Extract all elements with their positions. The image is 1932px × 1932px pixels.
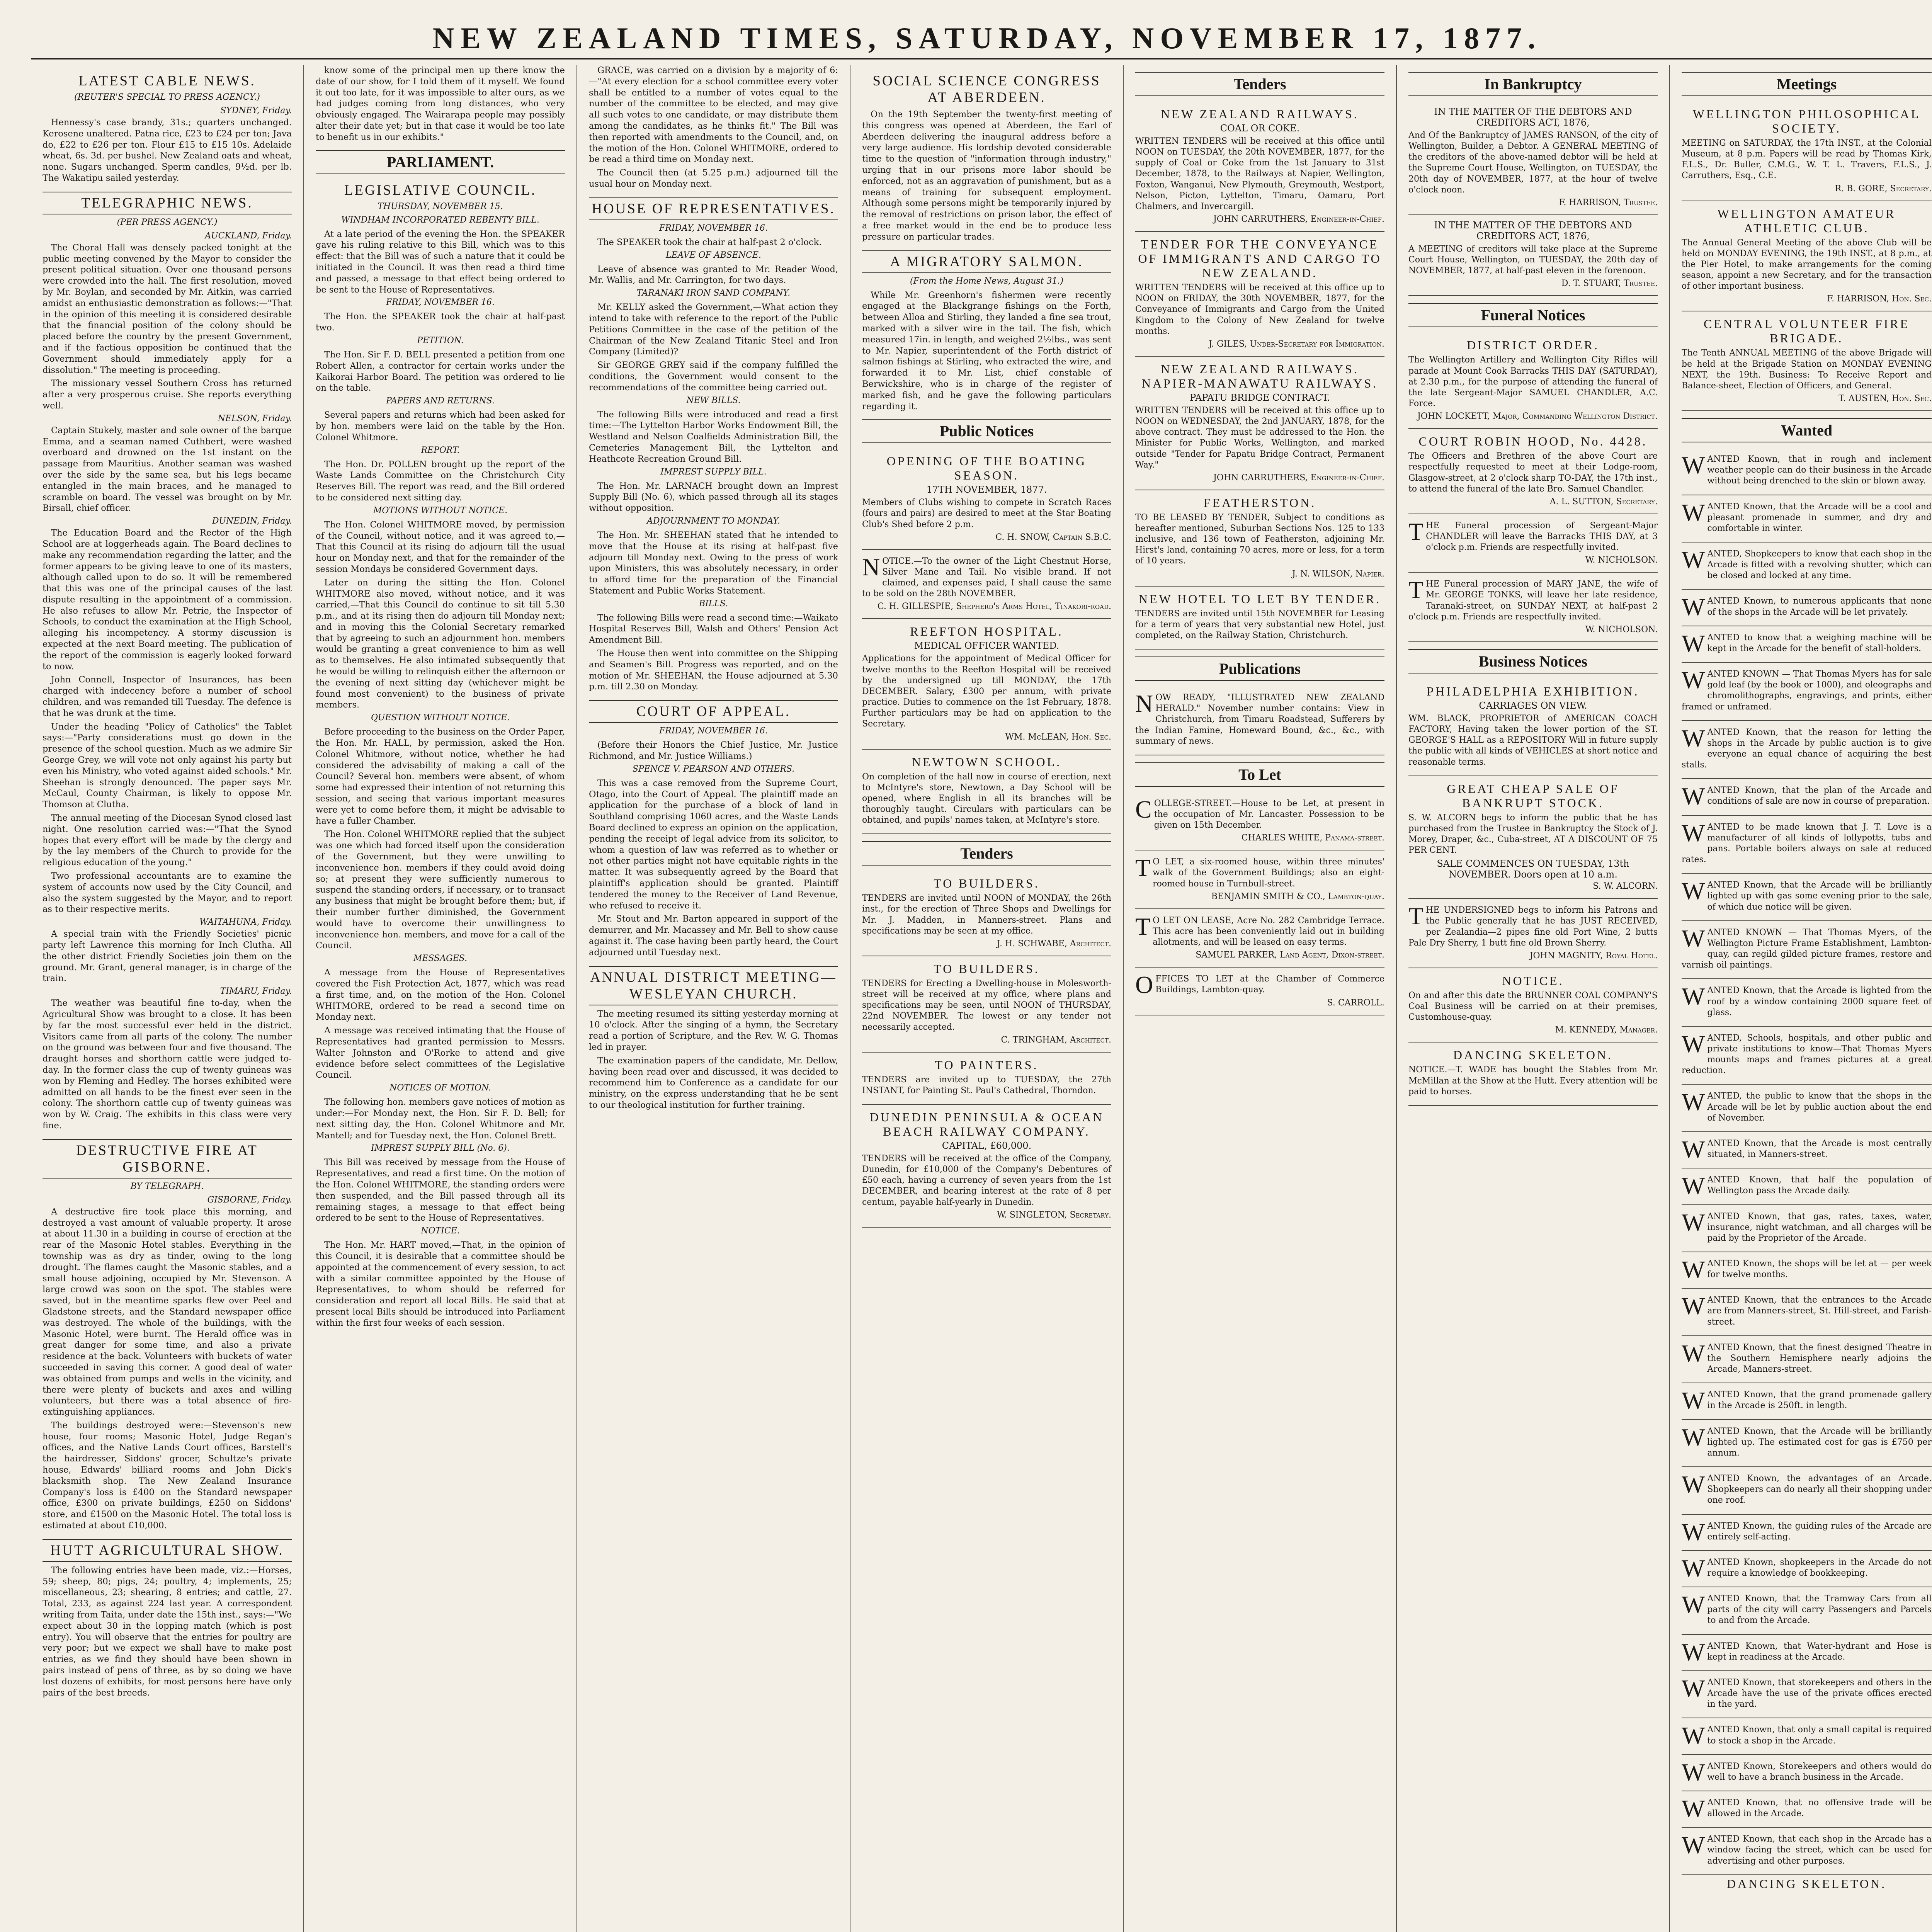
builders-ad — [862, 871, 1111, 956]
wanted-item-text: WANTED Known, that the Tramway Cars from all parts of the city will carry Passengers and Parcels to and from the Arcade. — [1682, 1591, 1932, 1626]
wine-ad — [1408, 899, 1658, 968]
bankrupt-sale-commences: SALE COMMENCES ON TUESDAY, 13th NOVEMBER. Doors open at 10 a.m. — [1437, 858, 1629, 880]
builders-2-title: TO BUILDERS. — [934, 961, 1040, 976]
new-bills-head: NEW BILLS. — [686, 395, 741, 405]
house-date: FRIDAY, NOVEMBER 16. — [659, 223, 768, 233]
painters-ad — [862, 1053, 1111, 1105]
auckland-dateline: AUCKLAND, Friday. — [205, 231, 292, 241]
bankruptcy-1-sign: F. HARRISON, Trustee. — [1559, 197, 1658, 207]
new-bills-body: The following Bills were introduced and read a first time:—The Lyttelton Harbor Works Endowment Bill, the Westland and Nelson Coalfields Administration Bill, the Cemeteries Management Bill, the Lyttelton and Heathcote Recreation Ground Bill. — [589, 409, 838, 464]
taranaki-body: Mr. KELLY asked the Government,—What action they intend to take with reference to the report of the Public Petitions Committee in the case of the petition of the Chairman of the New Zealand Titanic Steel and Iron Company (Limited)? — [589, 302, 838, 357]
napier-body: WRITTEN TENDERS will be received at this office up to NOON on WEDNESDAY, the 2nd JANUARY, 1878, for the above contract. They must be addressed to the Hon. the Minister for Public Works, Wellington, and marked outside "Tender for Papatu Bridge Contract, Permanent Way." — [1135, 405, 1384, 470]
wanted-item-text: WANTED, Schools, hospitals, and other public and private institutions to know—That Thomas Myers mounts maps and frames pictures at a great reduction. — [1682, 1030, 1932, 1076]
friday-body: The Hon. the SPEAKER took the chair at half-past two. — [316, 311, 565, 333]
bankruptcy-1-ad — [1408, 102, 1658, 215]
herald-body: NOW READY, "ILLUSTRATED NEW ZEALAND HERALD." November number contains: View in Christchurch, from Timaru Roadstead, Sufferers by the Indian Famine, Homeward Bound, &c., &c., with summary of news. — [1135, 690, 1384, 746]
dunedin-railway-body: TENDERS will be received at the office of the Company, Dunedin, for £10,000 of the Company's Debentures of £50 each, having a currency of seven years from the 1st DECEMBER, and bearing interest at the rate of 8 per centum, payable half-yearly in Dunedin. — [862, 1154, 1111, 1207]
let-4-sign: S. CARROLL. — [1327, 998, 1384, 1008]
builders-2-sign: C. TRINGHAM, Architect. — [1001, 1035, 1111, 1045]
salmon-body: While Mr. Greenhorn's fishermen were recently engaged at the Blackgrange fishings on the Forth, between Alloa and Stirling, they landed a fine sea trout, marked with a silver wire in the tail. The fish, which measured 17in. in length, and weighed 2½lbs., was sent to Mr. Napier, superintendent of the Forth district of salmon fishings at Stirling, who extracted the wire, and forwarded it to Mr. List, chief constable of Berwickshire, who is in charge of the register of marked fish, and he gave the following particulars regarding it. — [862, 290, 1111, 412]
builders-2-body: TENDERS for Erecting a Dwelling-house in Molesworth-street will be received at my office, where plans and specifications may be seen, until NOON of THURSDAY, 22nd NOVEMBER. The lowest or any tender not necessarily accepted. — [862, 978, 1111, 1032]
notice-body: The Hon. Mr. HART moved,—That, in the opinion of this Council, it is desirable that a committee should be appointed at the commencement of every session, to act with a similar committee appointed by the House of Representatives, to whom should be referred for consideration and report all local Bills. He said that at present local Bills should be introduced into Parliament within the first four weeks of each session. — [316, 1240, 565, 1328]
social-body: On the 19th September the twenty-first meeting of this congress was opened at Aberdeen, the Earl of Aberdeen delivering the inaugural address before a very large audience. His lordship devoted considerable time to the question of "information through industry," urging that in our prisons more labor should be enforced, not as an aggravation of punishment, but as a means of training for subsequent employment. Although some persons might be temporarily injured by the removal of restrictions on prison labor, the effect of a free market would in the end be to produce less pressure on particular trades. — [862, 109, 1111, 242]
coal-notice-ad — [1408, 968, 1658, 1043]
coal-notice-sign: M. KENNEDY, Manager. — [1555, 1025, 1658, 1035]
report-head: REPORT. — [421, 445, 460, 455]
papers-body: Several papers and returns which had been asked for by hon. members were laid on the table by the Hon. Colonel Whitmore. — [316, 410, 565, 442]
adjourn-body: The Hon. Mr. SHEEHAN stated that he intended to move that the House at its rising at half-past five adjourn till Monday next. Owing to the press of work upon Ministers, this was absolutely necessary, in order to afford time for the preparation of the Financial Statement and Public Works Statement. — [589, 530, 838, 596]
philadelphia-title: PHILADELPHIA EXHIBITION. — [1427, 684, 1639, 698]
let-3-body: TO LET ON LEASE, Acre No. 282 Cambridge Terrace. This acre has been conveniently laid out in building allotments, and will be leased on easy terms. — [1135, 912, 1384, 947]
wanted-item — [1682, 1132, 1932, 1168]
wanted-item-text: WANTED Known, the shops will be let at — per week for twelve months. — [1682, 1256, 1932, 1283]
column-2 — [304, 65, 577, 1932]
bankrupt-sale-title: GREAT CHEAP SALE OF BANKRUPT STOCK. — [1447, 781, 1619, 810]
hotel-body: TENDERS are invited until 15th NOVEMBER for Leasing for a term of years that very substantial new Hotel, just completed, on the Railway Station, Christchurch. — [1135, 609, 1384, 640]
wanted-item-text: WANTED Known, that the grand promenade gallery in the Arcade is 250ft. in length. — [1682, 1387, 1932, 1415]
wanted-item-text: WANTED, Shopkeepers to know that each shop in the Arcade is fitted with a revolving shutter, which can be closed and locked at any time. — [1682, 546, 1932, 581]
imprest-head: IMPREST SUPPLY BILL. — [660, 467, 767, 477]
wanted-item-text: WANTED Known, that the Arcade will be brilliantly lighted up. The estimated cost for gas is £750 per annum. — [1682, 1423, 1932, 1458]
let-3-ad — [1135, 909, 1384, 968]
wanted-item-text: WANTED Known, that Water-hydrant and Hose is kept in readiness at the Arcade. — [1682, 1638, 1932, 1666]
court-heading: COURT OF APPEAL. — [589, 700, 838, 723]
wanted-item-text: WANTED Known, that the finest designed Theatre in the Southern Hemisphere nearly adjoins the Arcade, Manners-street. — [1682, 1339, 1932, 1374]
let-4-body: OFFICES TO LET at the Chamber of Commerce Buildings, Lambton-quay. — [1135, 971, 1384, 999]
wanted-item — [1682, 1205, 1932, 1252]
imprest-head: IMPREST SUPPLY BILL (No. 6). — [371, 1143, 510, 1153]
wanted-item-text: WANTED KNOWN — That Thomas Myers has for sale gold leaf (by the book or 1000), and oleographs and chromolithographs, engravings, and prints, either framed or unframed. — [1682, 666, 1932, 712]
council-heading: LEGISLATIVE COUNCIL. — [344, 182, 537, 198]
court-robin-hood-body: The Officers and Brethren of the above Court are respectfully requested to meet at their Lodge-room, Glasgow-street, at 2 o'clock sharp TO-DAY, the 17th inst., to attend the funeral of the late Bro. Samuel Chandler. — [1408, 451, 1658, 494]
dunedin-dateline: DUNEDIN, Friday. — [212, 516, 292, 526]
funeral-head: Funeral Notices — [1408, 303, 1658, 327]
petition-body: The Hon. Sir F. D. BELL presented a petition from one Robert Allen, a contractor for certain works under the Kaikorai Harbor Board. The petition was ordered to lie on the table. — [316, 349, 565, 393]
petition-head: PETITION. — [417, 335, 464, 345]
featherston-sign: J. N. WILSON, Napier. — [1292, 569, 1384, 579]
timaru-dateline: TIMARU, Friday. — [220, 986, 292, 997]
wanted-item-text: WANTED Known, that gas, rates, taxes, water, insurance, night watchman, and all charges will be paid by the Proprietor of the Arcade. — [1682, 1208, 1932, 1243]
wanted-item — [1682, 1027, 1932, 1085]
napier-title: NEW ZEALAND RAILWAYS. NAPIER-MANAWATU RAILWAYS. — [1141, 362, 1378, 390]
salmon-source: (From the Home News, August 31.) — [910, 276, 1064, 286]
wanted-item-text: WANTED to know that a weighing machine will be kept in the Arcade for the benefit of stall-holders. — [1682, 629, 1932, 657]
wanted-item-text: WANTED Known, shopkeepers in the Arcade do not require a knowledge of bookkeeping. — [1682, 1554, 1932, 1582]
wanted-item-text: WANTED Known, that each shop in the Arcade has a window facing the street, which can be used for advertising and other purposes. — [1682, 1831, 1932, 1866]
court-date: FRIDAY, NOVEMBER 16. — [659, 726, 768, 736]
wanted-item-text: WANTED Known, that the Arcade will be a cool and pleasant promenade in summer, and dry and comfortable in winter. — [1682, 498, 1932, 533]
parliament-heading: PARLIAMENT. — [316, 150, 565, 174]
wanted-item-text: WANTED KNOWN — That Thomas Myers, of the Wellington Picture Frame Establishment, Lambton-quay, can regild gilded picture frames, restore and varnish oil paintings. — [1682, 924, 1932, 970]
coal-notice-body: On and after this date the BRUNNER COAL COMPANY'S Coal Business will be carried on at their premises, Customhouse-quay. — [1408, 990, 1658, 1022]
cable-heading: LATEST CABLE NEWS. — [78, 73, 256, 89]
dunedin-body: The Education Board and the Rector of the High School are at loggerheads again. The Board declines to make any recommendation regarding the latter, and the former appears to be giving leave to one of its masters, although called upon to do so. It will be remembered that this was one of the principal causes of the last dispute resulting in the appointment of a commission. He also refuses to allow Mr. Petrie, the Inspector of Schools, to conduct the examination at the High School, alleging his incompetency. A stormy discussion is expected at the next Board meeting. The publication of the report of the commission is eagerly looked forward to now. — [43, 528, 292, 672]
fire-brigade-title: CENTRAL VOLUNTEER FIRE BRIGADE. — [1703, 317, 1910, 345]
wine-sign: JOHN MAGNITY, Royal Hotel. — [1529, 951, 1658, 961]
district-order-body: The Wellington Artillery and Wellington City Rifles will parade at Mount Cook Barracks THIS DAY (SATURDAY), at 2.30 p.m., for the purpose of attending the funeral of the late Sergeant-Major SAMUEL CHANDLER, A.C. Force. — [1408, 355, 1658, 409]
boating-title: OPENING OF THE BOATING SEASON. — [886, 454, 1087, 483]
motions-head: MOTIONS WITHOUT NOTICE. — [373, 505, 508, 515]
to-let-head: To Let — [1135, 762, 1384, 787]
featherston-body: TO BE LEASED BY TENDER, Subject to conditions as hereafter mentioned, Suburban Sections Nos. 125 to 133 inclusive, and 136 town of Featherston, adjoining Mr. Hirst's land, containing 70 acres, more or less, for a term of 10 years. — [1135, 512, 1384, 566]
coal-sign: JOHN CARRUTHERS, Engineer-in-Chief. — [1213, 214, 1384, 224]
wanted-item-text: WANTED Known, that the entrances to the Arcade are from Manners-street, St. Hill-street, and Farish-street. — [1682, 1292, 1932, 1327]
bankruptcy-head: In Bankruptcy — [1408, 72, 1658, 96]
wanted-item — [1682, 816, 1932, 874]
stables-body: NOTICE.—T. WADE has bought the Stables from Mr. McMillan at the Show at the Hutt. Every attention will be paid to horses. — [1408, 1065, 1658, 1097]
social-heading: SOCIAL SCIENCE CONGRESS AT ABERDEEN. — [872, 73, 1101, 105]
wanted-item — [1682, 1755, 1932, 1791]
messages-head: MESSAGES. — [413, 954, 468, 964]
hotel-ad — [1135, 587, 1384, 650]
boating-ad — [862, 449, 1111, 549]
horse-notice-ad — [862, 550, 1111, 619]
wanted-item — [1682, 590, 1932, 626]
fire-subtitle: BY TELEGRAPH. — [130, 1181, 204, 1191]
let-1-ad — [1135, 792, 1384, 850]
papers-head: PAPERS AND RETURNS. — [386, 396, 495, 406]
wanted-list — [1682, 448, 1932, 1875]
spence-body-2: Mr. Stout and Mr. Barton appeared in support of the demurrer, and Mr. Macassey and Mr. Bell to show cause against it. The case having been partly heard, the Court adjourned until Tuesday next. — [589, 914, 838, 957]
show-continued: know some of the principal men up there know the date of our show, for I told them of it myself. We found it out too late, for it was impossible to alter ours, as we had judges coming from long distances, who very obviously engaged. The Wairarapa people may possibly alter their date yet; but in that case it would be too late to benefit us in our exhibits." — [316, 65, 565, 142]
wanted-item-text: WANTED Known, to numerous applicants that none of the shops in the Arcade will be let privately. — [1682, 593, 1932, 621]
masthead-title: NEW ZEALAND TIMES, SATURDAY, NOVEMBER 17, 1877. — [432, 21, 1542, 55]
dunedin-railway-ad — [862, 1105, 1111, 1228]
wanted-item — [1682, 1718, 1932, 1755]
house-heading: HOUSE OF REPRESENTATIVES. — [589, 197, 838, 220]
let-2-sign: BENJAMIN SMITH & CO., Lambton-quay. — [1211, 891, 1384, 901]
featherston-title: FEATHERSTON. — [1203, 495, 1316, 510]
coal-sub: COAL OR COKE. — [1220, 123, 1300, 134]
tenders-head-2: Tenders — [1135, 72, 1384, 96]
column-7 — [1670, 65, 1932, 1932]
messages-body-2: A message was received intimating that the House of Representatives had granted permission to Messrs. Walter Johnston and O'Rorke to attend and give evidence before select committees of the Legislative Council. — [316, 1026, 565, 1080]
column-3 — [577, 65, 850, 1932]
council-subhead: WINDHAM INCORPORATED REBENTY BILL. — [341, 215, 539, 225]
nelson-body: Captain Stukely, master and sole owner of the barque Emma, and a seaman named Cuthbert, were washed overboard and drowned on the 1st instant on the passage from Mauritius. Another seaman was washed over the side by the same sea, but his legs became entangled in the main braces, and he managed to scramble on board. The vessel was brought on by Mr. Birsall, chief officer. — [43, 425, 292, 514]
bankrupt-sale-body: S. W. ALCORN begs to inform the public that he has purchased from the Trustee in Bankruptcy the Stock of J. Morey, Draper, &c., Cuba-street, AT A DISCOUNT OF 75 PER CENT. — [1408, 813, 1658, 855]
council-body: At a late period of the evening the Hon. the SPEAKER gave his ruling relative to this Bill, which was to this effect: that the Bill was of such a nature that it could be initiated in the Council. It was then read a third time and passed, a message to that effect being ordered to be sent to the House of Representatives. — [316, 229, 565, 295]
district-order-title: DISTRICT ORDER. — [1467, 338, 1599, 352]
funeral-2-sign: W. NICHOLSON. — [1585, 555, 1658, 565]
reefton-ad — [862, 619, 1111, 749]
horse-notice-sign: C. H. GILLESPIE, Shepherd's Arms Hotel, Tinakori-road. — [877, 602, 1111, 612]
house-body: The SPEAKER took the chair at half-past 2 o'clock. — [597, 237, 822, 247]
dancing-ad — [1408, 1043, 1658, 1105]
column-6 — [1397, 65, 1670, 1932]
leave-head: LEAVE OF ABSENCE. — [665, 250, 762, 260]
column-1 — [31, 65, 304, 1932]
dunedin-body-5: Two professional accountants are to examine the system of accounts now used by the City Council, and also the system suggested by the Mayor, and to report as to their respective merits. — [43, 871, 292, 915]
column-5 — [1124, 65, 1397, 1932]
dunedin-capital: CAPITAL, £60,000. — [942, 1140, 1032, 1151]
herald-ad — [1135, 686, 1384, 755]
cable-body: Hennessy's case brandy, 31s.; quarters unchanged. Kerosene unaltered. Patna rice, £23 to £24 per ton; Java do, £22 to £26 per ton. Flour £15 to £15 10s. Adelaide wheat, 6s. 3d. per bushel. New Zealand oats and wheat, none. Sugars unchanged. Sperm candles, 9½d. per lb. The Wakatipu sailed yesterday. — [43, 117, 292, 183]
wanted-item — [1682, 1671, 1932, 1718]
wanted-item-text: WANTED Known, that the Arcade will be brilliantly lighted up with gas some evening prior to the sale, of which due notice will be given. — [1682, 877, 1932, 912]
court-body: (Before their Honors the Chief Justice, Mr. Justice Richmond, and Mr. Justice Williams.) — [589, 740, 838, 762]
timaru-body: The weather was beautiful fine to-day, when the Agricultural Show was brought to a close. It has been by far the most successful ever held in the district. Visitors came from all parts of the colony. The number on the ground was between four and five thousand. The draught horses and shorthorn cattle were judged to-day. In the former class the cup of twenty guineas was won by Fleming and Hedley. The horses exhibited were admitted on all hands to be the finest ever seen in the colony. The shorthorn cattle cup of twenty guineas was won by W. Craig. The exhibits in this class were very fine. — [43, 998, 292, 1131]
friday-date: FRIDAY, NOVEMBER 16. — [386, 298, 495, 308]
wanted-item — [1682, 1289, 1932, 1336]
wanted-item — [1682, 1168, 1932, 1205]
wanted-item — [1682, 1587, 1932, 1634]
coal-notice-title: NOTICE. — [1502, 973, 1564, 988]
column-4 — [850, 65, 1124, 1932]
philosophical-body: MEETING on SATURDAY, the 17th INST., at the Colonial Museum, at 8 p.m. Papers will be read by Thomas Kirk, F.L.S., Dr. Buller, C.M.G., W. T. L. Travers, F.L.S., J. Carruthers, Esq., C.E. — [1682, 138, 1932, 181]
dunedin-body-4: The annual meeting of the Diocesan Synod closed last night. One resolution carried was:—"That the Synod hopes that every effort will be made by the clergy and by the lay members of the Church to provide for the religious education of the young." — [43, 813, 292, 868]
let-2-ad — [1135, 850, 1384, 909]
dunedin-body-2: John Connell, Inspector of Insurances, has been charged with indecency before a number of school children, and was remanded till Tuesday. The defence is that he was drunk at the time. — [43, 675, 292, 718]
district-order-ad — [1408, 333, 1658, 429]
newtown-ad — [862, 750, 1111, 835]
wanted-item — [1682, 626, 1932, 663]
wanted-item — [1682, 1635, 1932, 1671]
napier-ad — [1135, 357, 1384, 490]
horse-notice-body: NOTICE.—To the owner of the Light Chestnut Horse, Silver Mane and Tail. No visible brand. If not claimed, and expenses paid, I shall cause the same to be sold on the 28th NOVEMBER. — [862, 553, 1111, 599]
painters-title: TO PAINTERS. — [935, 1058, 1039, 1072]
funeral-3-ad — [1408, 573, 1658, 642]
fire-brigade-body: The Tenth ANNUAL MEETING of the above Brigade will be held at the Brigade Station on MONDAY EVENING NEXT, the 19th. Business: To Receive Report and Balance-sheet, Election of Officers, and General. — [1682, 348, 1932, 391]
napier-sub: PAPATU BRIDGE CONTRACT. — [1190, 392, 1330, 403]
bills-body-2: The House then went into committee on the Shipping and Seamen's Bill. Progress was reported, and on the motion of Mr. SHEEHAN, the House adjourned at 5.30 p.m. till 2.30 on Monday. — [589, 648, 838, 692]
wanted-item — [1682, 1467, 1932, 1514]
philosophical-title: WELLINGTON PHILOSOPHICAL SOCIETY. — [1692, 107, 1921, 135]
auckland-body: The Choral Hall was densely packed tonight at the public meeting convened by the Mayor to consider the present political situation. Over one thousand persons were crowded into the hall. The first resolution, moved by Mr. Boylan, and seconded by Mr. Aitkin, was carried amidst an enthusiastic demonstration as follows:—"That in the opinion of this meeting it is considered desirable that the financial position of the colony should be placed before the country by the present Government, and if the factious opposition be continued that the Government should immediately apply for a dissolution." The meeting is proceeding. — [43, 242, 292, 375]
wanted-item — [1682, 1420, 1932, 1467]
wanted-item — [1682, 543, 1932, 590]
notices-head: NOTICES OF MOTION. — [389, 1083, 491, 1093]
motions-body-2: Later on during the sitting the Hon. Colonel WHITMORE also moved, without notice, and it was carried,—That this Council do continue to sit till 5.30 p.m., and at its rising then do adjourn till Monday next; and in moving this the Colonial Secretary remarked that by agreeing to such an adjournment hon. members would be granting a great convenience to him as well as to themselves. He also intimated subsequently that he would be willing to relinquish either the afternoon or the evening of next sitting day (whichever might be found most convenient) to the business of private members. — [316, 577, 565, 710]
wanted-item-text: WANTED Known, that storekeepers and others in the Arcade have the use of the private offices erected in the yard. — [1682, 1674, 1932, 1709]
boating-date: 17TH NOVEMBER, 1877. — [926, 484, 1047, 495]
bankrupt-sale-ad — [1408, 776, 1658, 899]
napier-sign: JOHN CARRUTHERS, Engineer-in-Chief. — [1213, 473, 1384, 483]
wanted-item-text: WANTED Known, that the Arcade is lighted from the roof by a window containing 2000 square feet of glass. — [1682, 983, 1932, 1017]
hotel-title: NEW HOTEL TO LET BY TENDER. — [1138, 592, 1381, 606]
athletic-sign: F. HARRISON, Hon. Sec. — [1827, 294, 1932, 304]
wanted-item — [1682, 721, 1932, 779]
annual-body: The meeting resumed its sitting yesterday morning at 10 o'clock. After the singing of a hymn, the Secretary read a portion of Scripture, and the Rev. W. G. Thomas led in prayer. — [589, 1009, 838, 1052]
district-order-sign: JOHN LOCKETT, Major, Commanding Wellington District. — [1417, 412, 1658, 422]
tenders-head: Tenders — [862, 841, 1111, 866]
wine-body: THE UNDERSIGNED begs to inform his Patrons and the Public generally that he has JUST RECEIVED, per Zealandia—2 pipes fine old Port Wine, 2 butts Pale Dry Sherry, 1 butt fine old Brown Sherry. — [1408, 902, 1658, 948]
wanted-item-text: WANTED Known, that half the population of Wellington pass the Arcade daily. — [1682, 1172, 1932, 1200]
annual-body-2: The examination papers of the candidate, Mr. Dellow, having been read over and discussed, it was decided to recommend him to Conference as a candidate for our ministry, on the express understanding that he be sent to our theological institution for further training. — [589, 1055, 838, 1110]
funeral-2-ad — [1408, 514, 1658, 573]
immigrants-body: WRITTEN TENDERS will be received at this office up to NOON on FRIDAY, the 30th NOVEMBER, 1877, for the Conveyance of Immigrants and Cargo from the United Kingdom to the Colony of New Zealand for twelve months. — [1135, 283, 1384, 336]
taranaki-body-2: Sir GEORGE GREY said if the company fulfilled the conditions, the Government would consent to the recommendations of the committee being carried out. — [589, 360, 838, 393]
wanted-item — [1682, 1515, 1932, 1551]
wanted-item — [1682, 921, 1932, 980]
notices-body: The following hon. members gave notices of motion as under:—For Monday next, the Hon. Sir F. D. Bell; for next sitting day, the Hon. Colonel Whitmore and Mr. Mantell; and for Tuesday next, the Hon. Colonel Brett. — [316, 1097, 565, 1141]
hutt-heading: HUTT AGRICULTURAL SHOW. — [43, 1539, 292, 1562]
court-robin-hood-sign: A. L. SUTTON, Secretary. — [1549, 497, 1658, 507]
reefton-title: REEFTON HOSPITAL. — [910, 624, 1063, 639]
notice-head: NOTICE. — [421, 1226, 460, 1236]
immigrants-ad — [1135, 232, 1384, 357]
bankruptcy-2-body: A MEETING of creditors will take place at the Supreme Court House, Wellington, on TUESDAY, the 20th day of NOVEMBER, 1877, at half-past eleven in the forenoon. — [1408, 244, 1658, 276]
wanted-item-text: WANTED Known, that the plan of the Arcade and conditions of sale are now in course of preparation. — [1682, 782, 1932, 810]
wanted-item-text: WANTED, the public to know that the shops in the Arcade will be let by public auction about the end of November. — [1682, 1088, 1932, 1123]
hutt-body: The following entries have been made, viz.:—Horses, 59; sheep, 80; pigs, 24; poultry, 4; implements, 25; miscellaneous, 23; shearing, 8 entries; and cattle, 27. Total, 233, as against 224 last year. A correspondent writing from Taita, under date the 15th inst., says:—"We expect about 30 in the lopping match (which is post entry). You will observe that the entries for poultry are very poor; but we expect we shall have to make post entries, as we find they should have been shown in pairs instead of pens of three, as by so doing we have lost dozens of exhibits, for most persons here have only pairs of the best breeds. — [43, 1565, 292, 1698]
court-robin-hood-title: COURT ROBIN HOOD, No. 4428. — [1418, 434, 1648, 449]
taranaki-head: TARANAKI IRON SAND COMPANY. — [636, 288, 791, 298]
question-body-2: The Hon. Colonel WHITMORE replied that the subject was one which had forced itself upon the consideration of the Government, but they were unwilling to inconvenience hon. members if they could avoid doing so; at present they were sufficiently numerous to suspend the standing orders, if necessary, or to transact any business that might be brought before them; but, if their number further diminished, the Government would have to overcome their unwillingness to inconvenience hon. members, and move for a call of the Council. — [316, 829, 565, 951]
messages-body: A message from the House of Representatives covered the Fish Protection Act, 1877, which was read a first time, and, on the motion of the Hon. Colonel WHITMORE, ordered to be read a second time on Monday next. — [316, 968, 565, 1022]
wanted-item-text: WANTED Known, the advantages of an Arcade. Shopkeepers can do nearly all their shopping under one roof. — [1682, 1471, 1932, 1505]
coal-ad — [1135, 102, 1384, 232]
imprest-body: The Hon. Mr. LARNACH brought down an Imprest Supply Bill (No. 6), which passed through all its stages without opposition. — [589, 481, 838, 514]
dunedin-railway-title: DUNEDIN PENINSULA & OCEAN BEACH RAILWAY COMPANY. — [869, 1110, 1104, 1139]
leave-body: Leave of absence was granted to Mr. Reader Wood, Mr. Wallis, and Mr. Carrington, for two days. — [589, 264, 838, 286]
boating-sign: C. H. SNOW, Captain S.B.C. — [995, 532, 1111, 542]
annual-heading: ANNUAL DISTRICT MEETING—WESLEYAN CHURCH. — [589, 966, 838, 1005]
motions-body: The Hon. Colonel WHITMORE moved, by permission of the Council, without notice, and it was agreed to,—That this Council at its rising do adjourn till the usual hour on Monday next, and that for the remainder of the session Mondays be considered Government days. — [316, 519, 565, 574]
fire-body-2: The buildings destroyed were:—Stevenson's new house, four rooms; Masonic Hotel, Judge Regan's offices, and the Native Lands Court offices, Barstell's the hairdresser, Siddons' grocer, Schultze's private house, Edwards' billiard rooms and John Dick's blacksmith shop. The New Zealand Insurance Company's loss is £400 on the Standard newspaper office, £300 on private buildings, £250 on Siddons' store, and £1500 on the Masonic Hotel. The total loss is estimated at about £10,000. — [43, 1420, 292, 1531]
wanted-head: Wanted — [1682, 418, 1932, 442]
nelson-dateline: NELSON, Friday. — [218, 413, 292, 423]
court-robin-hood-ad — [1408, 429, 1658, 514]
council-date: THURSDAY, NOVEMBER 15. — [378, 201, 503, 211]
council-continued: GRACE, was carried on a division by a majority of 6:—"At every election for a school committee every voter shall be entitled to a number of votes equal to the number of the committee to be elected, and may give all such votes to one candidate, or may distribute them among the candidates, as he thinks fit." The Bill was then reported with amendments to the Council, and, on the motion of the Hon. Colonel WHITMORE, ordered to be read a third time on Monday next. — [589, 65, 838, 165]
adjourn-head: ADJOURNMENT TO MONDAY. — [646, 516, 781, 526]
bankrupt-sale-sign: S. W. ALCORN. — [1593, 881, 1658, 891]
wanted-item — [1682, 979, 1932, 1026]
reefton-sign: WM. McLEAN, Hon. Sec. — [1005, 732, 1111, 742]
wanted-item — [1682, 1551, 1932, 1587]
wanted-item — [1682, 1252, 1932, 1289]
publications-head: Publications — [1135, 656, 1384, 681]
dancing-skeleton-footer: DANCING SKELETON. — [1726, 1876, 1887, 1891]
bankruptcy-2-title: IN THE MATTER OF THE DEBTORS AND CREDITORS ACT, 1876, — [1434, 219, 1632, 242]
let-1-sign: CHARLES WHITE, Panama-street. — [1241, 833, 1384, 843]
builders-2-ad — [862, 956, 1111, 1053]
bankruptcy-1-body: And Of the Bankruptcy of JAMES RANSON, of the city of Wellington, Builder, a Debtor. A GENERAL MEETING of the creditors of the above-named debtor will be held at the Supreme Court House, Wellington, on TUESDAY, the 20th day of NOVEMBER, 1877, at the hour of twelve o'clock noon. — [1408, 131, 1658, 195]
immigrants-title: TENDER FOR THE CONVEYANCE OF IMMIGRANTS AND CARGO TO NEW ZEALAND. — [1138, 237, 1382, 280]
painters-body: TENDERS are invited up to TUESDAY, the 27th INSTANT, for Painting St. Paul's Cathedral, Thorndon. — [862, 1075, 1111, 1095]
bankruptcy-2-ad — [1408, 215, 1658, 296]
wanted-item — [1682, 1336, 1932, 1383]
athletic-body: The Annual General Meeting of the above Club will be held on MONDAY EVENING, the 19th INST., at 8 p.m., at the Pier Hotel, to make arrangements for the coming season, appoint a new Secretary, and for the transaction of other important business. — [1682, 238, 1932, 291]
wanted-item-text: WANTED Known, that the reason for letting the shops in the Arcade by public auction is to give everyone an equal chance of acquiring the best stalls. — [1682, 724, 1932, 770]
wanted-item-text: WANTED Known, that the Arcade is most centrally situated, in Manners-street. — [1682, 1135, 1932, 1163]
question-head: QUESTION WITHOUT NOTICE. — [371, 713, 510, 723]
athletic-title: WELLINGTON AMATEUR ATHLETIC CLUB. — [1717, 206, 1896, 235]
philosophical-sign: R. B. GORE, Secretary. — [1835, 184, 1932, 194]
columns — [31, 65, 1932, 1932]
wanted-item — [1682, 663, 1932, 721]
boating-body: Members of Clubs wishing to compete in Scratch Races (fours and pairs) are desired to meet at the Star Boating Club's Shed before 2 p.m. — [862, 498, 1111, 529]
builders-body: TENDERS are invited until NOON of MONDAY, the 26th inst., for the erection of Three Shops and Dwellings for Mr. J. Madden, in Manners-street. Plans and specifications may be seen at my office. — [862, 893, 1111, 936]
wanted-item — [1682, 1791, 1932, 1828]
business-head: Business Notices — [1408, 649, 1658, 673]
masthead — [31, 12, 1932, 60]
wanted-item — [1682, 1383, 1932, 1420]
wanted-item — [1682, 779, 1932, 815]
waitahuna-body: A special train with the Friendly Societies' picnic party left Lawrence this morning for Inch Clutha. All the other district Friendly Societies join them on the ground. Mr. Grant, general manager, is in charge of the train. — [43, 929, 292, 984]
newtown-body: On completion of the hall now in course of erection, next to McIntyre's store, Newtown, a Day School will be opened, where English in all its branches will be thoroughly taught. Circulars with particulars can be obtained, and pupils' names taken, at McIntyre's store. — [862, 772, 1111, 825]
wanted-item-text: WANTED Known, the guiding rules of the Arcade are entirely self-acting. — [1682, 1518, 1932, 1546]
let-4-ad — [1135, 968, 1384, 1015]
dunedin-body-3: Under the heading "Policy of Catholics" the Tablet says:—"Party considerations must go down in the presence of the school question. Much as we admire Sir George Grey, we will vote not only against his party but even his Ministry, who voted against aided schools." Mr. Sheehan is strongly denounced. The paper says Mr. McCaul, County Chairman, is likely to oppose Mr. Thomson at Clutha. — [43, 721, 292, 810]
immigrants-sign: J. GILES, Under-Secretary for Immigration. — [1208, 339, 1384, 349]
let-1-body: COLLEGE-STREET.—House to be Let, at present in the occupation of Mr. Lancaster. Possession to be given on 15th December. — [1135, 795, 1384, 830]
telegraphic-heading: TELEGRAPHIC NEWS. — [43, 192, 292, 214]
funeral-2-body: THE Funeral procession of Sergeant-Major CHANDLER will leave the Barracks THIS DAY, at 3 o'clock p.m. Friends are respectfully invited. — [1408, 517, 1658, 553]
wanted-item-text: WANTED Known, that only a small capital is required to stock a shop in the Arcade. — [1682, 1722, 1932, 1750]
question-body: Before proceeding to the business on the Order Paper, the Hon. Mr. HALL, by permission, asked the Hon. Colonel Whitmore, without notice, whether he had considered the advisability of making a call of the Council? Several hon. members were absent, of whom some had expressed their intention of not returning this session, and seeing that various important measures were yet to come before them, it might be advisable to have a fuller Chamber. — [316, 727, 565, 826]
coal-title: NEW ZEALAND RAILWAYS. — [1161, 107, 1359, 121]
council-continued-2: The Council then (at 5.25 p.m.) adjourned till the usual hour on Monday next. — [589, 168, 838, 189]
let-3-sign: SAMUEL PARKER, Land Agent, Dixon-street. — [1196, 950, 1384, 960]
report-body: The Hon. Dr. POLLEN brought up the report of the Waste Lands Committee on the Christchurch City Reserves Bill. The report was read, and the Bill ordered to be considered next sitting day. — [316, 459, 565, 503]
athletic-ad — [1682, 201, 1932, 312]
let-2-body: TO LET, a six-roomed house, within three minutes' walk of the Government Buildings; also an eight-roomed house in Turnbull-street. — [1135, 854, 1384, 889]
meetings-head: Meetings — [1682, 72, 1932, 96]
bills-body: The following Bills were read a second time:—Waikato Hospital Reserves Bill, Walsh and Others' Pension Act Amendment Bill. — [589, 612, 838, 645]
reefton-sub: MEDICAL OFFICER WANTED. — [914, 640, 1060, 651]
fire-brigade-sign: T. AUSTEN, Hon. Sec. — [1838, 394, 1932, 404]
press-agency: (PER PRESS AGENCY.) — [117, 217, 218, 227]
funeral-3-body: THE Funeral procession of MARY JANE, the wife of Mr. GEORGE TONKS, will leave her late residence, Taranaki-street, on SUNDAY NEXT, at half-past 2 o'clock p.m. Friends are respectfully invited. — [1408, 576, 1658, 622]
fire-dateline: GISBORNE, Friday. — [207, 1195, 292, 1205]
wanted-item-text: WANTED to be made known that J. T. Love is a manufacturer of all kinds of lollypotts, tubs and pans. Portable boilers always on sale at reduced rates. — [1682, 819, 1932, 865]
imprest-body: This Bill was received by message from the House of Representatives, and read a first time. On the motion of the Hon. Colonel WHITMORE, the standing orders were then suspended, and the Bill passed through all its remaining stages, a message to that effect being ordered to be sent to the House of Representatives. — [316, 1157, 565, 1223]
dancing-title: DANCING SKELETON. — [1453, 1048, 1613, 1062]
philadelphia-body: WM. BLACK, PROPRIETOR of AMERICAN COACH FACTORY, Having taken the lower portion of the ST. GEORGE'S HALL as a REPOSITORY Will in future supply the public with all kinds of VEHICLES at short notice and reasonable terms. — [1408, 713, 1658, 767]
wanted-item-text: WANTED Known, that no offensive trade will be allowed in the Arcade. — [1682, 1795, 1932, 1822]
wanted-item — [1682, 448, 1932, 495]
builders-title: TO BUILDERS. — [934, 876, 1040, 891]
featherston-ad — [1135, 490, 1384, 587]
philadelphia-sub: CARRIAGES ON VIEW. — [1479, 700, 1587, 711]
fire-brigade-ad — [1682, 311, 1932, 411]
wanted-item — [1682, 495, 1932, 543]
coal-body: WRITTEN TENDERS will be received at this office until NOON on TUESDAY, the 20th NOVEMBER, 1877, for the supply of Coal or Coke from the 1st January to 31st December, 1878, to the Railways at Napier, Wellington, Foxton, Wanganui, New Plymouth, Greymouth, Westport, Nelson, Picton, Lyttelton, Timaru, Oamaru, Port Chalmers, and Invercargill. — [1135, 136, 1384, 211]
wanted-item — [1682, 1828, 1932, 1875]
spence-body: This was a case removed from the Supreme Court, Otago, into the Court of Appeal. The plaintiff made an application for the purchase of a block of land in Southland comprising 1060 acres, and the Waste Lands Board declined to express an opinion on the application, pending the receipt of legal advice from its solicitor, to whom a question of law was referred as to whether or not other parties might not have equitable rights in the matter. It was subsequently agreed by the Board that plaintiff's application should be granted. Plaintiff tendered the money to the Receiver of Land Revenue, who refused to receive it. — [589, 778, 838, 911]
wanted-item-text: WANTED Known, that in rough and inclement weather people can do their business in the Arcade without being drenched to the skin or blown away. — [1682, 451, 1932, 486]
public-notices-head: Public Notices — [862, 419, 1111, 443]
funeral-3-sign: W. NICHOLSON. — [1585, 624, 1658, 634]
salmon-heading: A MIGRATORY SALMON. — [862, 250, 1111, 273]
cable-dateline: SYDNEY, Friday. — [220, 106, 292, 116]
spence-head: SPENCE V. PEARSON AND OTHERS. — [632, 764, 795, 774]
fire-body: A destructive fire took place this morning, and destroyed a vast amount of valuable property. It arose at about 11.30 in a building in course of erection at the rear of the Masonic Hotel stables. Everything in the township was as dry as tinder, owing to the long drought. The flames caught the Masonic stables, and a small house adjoining, occupied by Mr. Stevenson. A large crowd was soon on the spot. The stables were saved, but in the meantime sparks flew over Peel and Gladstone streets, and the Standard newspaper office was destroyed. The whole of the buildings, with the Masonic Hotel, were burnt. The Herald office was in great danger for some time, and also a private residence at the back. Volunteers with buckets of water succeeded in saving this corner. A good deal of water was obtained from pumps and wells in the vicinity, and there were plenty of buckets and axes and willing volunteers, but there was a total absence of fire-extinguishing appliances. — [43, 1206, 292, 1417]
wanted-item-text: WANTED Known, Storekeepers and others would do well to have a branch business in the Arcade. — [1682, 1758, 1932, 1786]
builders-sign: J. H. SCHWABE, Architect. — [997, 939, 1111, 949]
reefton-body: Applications for the appointment of Medical Officer for twelve months to the Reefton Hospital will be received by the undersigned up till MONDAY, the 17th DECEMBER. Salary, £300 per annum, with private practice. Duties to commence on the 1st February, 1878. Further particulars may be had on application to the Secretary. — [862, 654, 1111, 729]
philadelphia-ad — [1408, 679, 1658, 776]
wanted-item — [1682, 874, 1932, 921]
bankruptcy-1-title: IN THE MATTER OF THE DEBTORS AND CREDITORS ACT, 1876, — [1434, 106, 1632, 128]
dunedin-railway-sign: W. SINGLETON, Secretary. — [997, 1210, 1111, 1220]
philosophical-ad — [1682, 102, 1932, 201]
wanted-item — [1682, 1085, 1932, 1132]
auckland-body-2: The missionary vessel Southern Cross has returned after a very prosperous cruise. She reports everything well. — [43, 378, 292, 411]
newtown-title: NEWTOWN SCHOOL. — [912, 755, 1062, 769]
bills-head: BILLS. — [699, 599, 728, 609]
bankruptcy-2-sign: D. T. STUART, Trustee. — [1561, 279, 1658, 289]
fire-heading: DESTRUCTIVE FIRE AT GISBORNE. — [43, 1139, 292, 1179]
cable-subtitle: (REUTER'S SPECIAL TO PRESS AGENCY.) — [74, 92, 260, 102]
waitahuna-dateline: WAITAHUNA, Friday. — [199, 917, 292, 927]
